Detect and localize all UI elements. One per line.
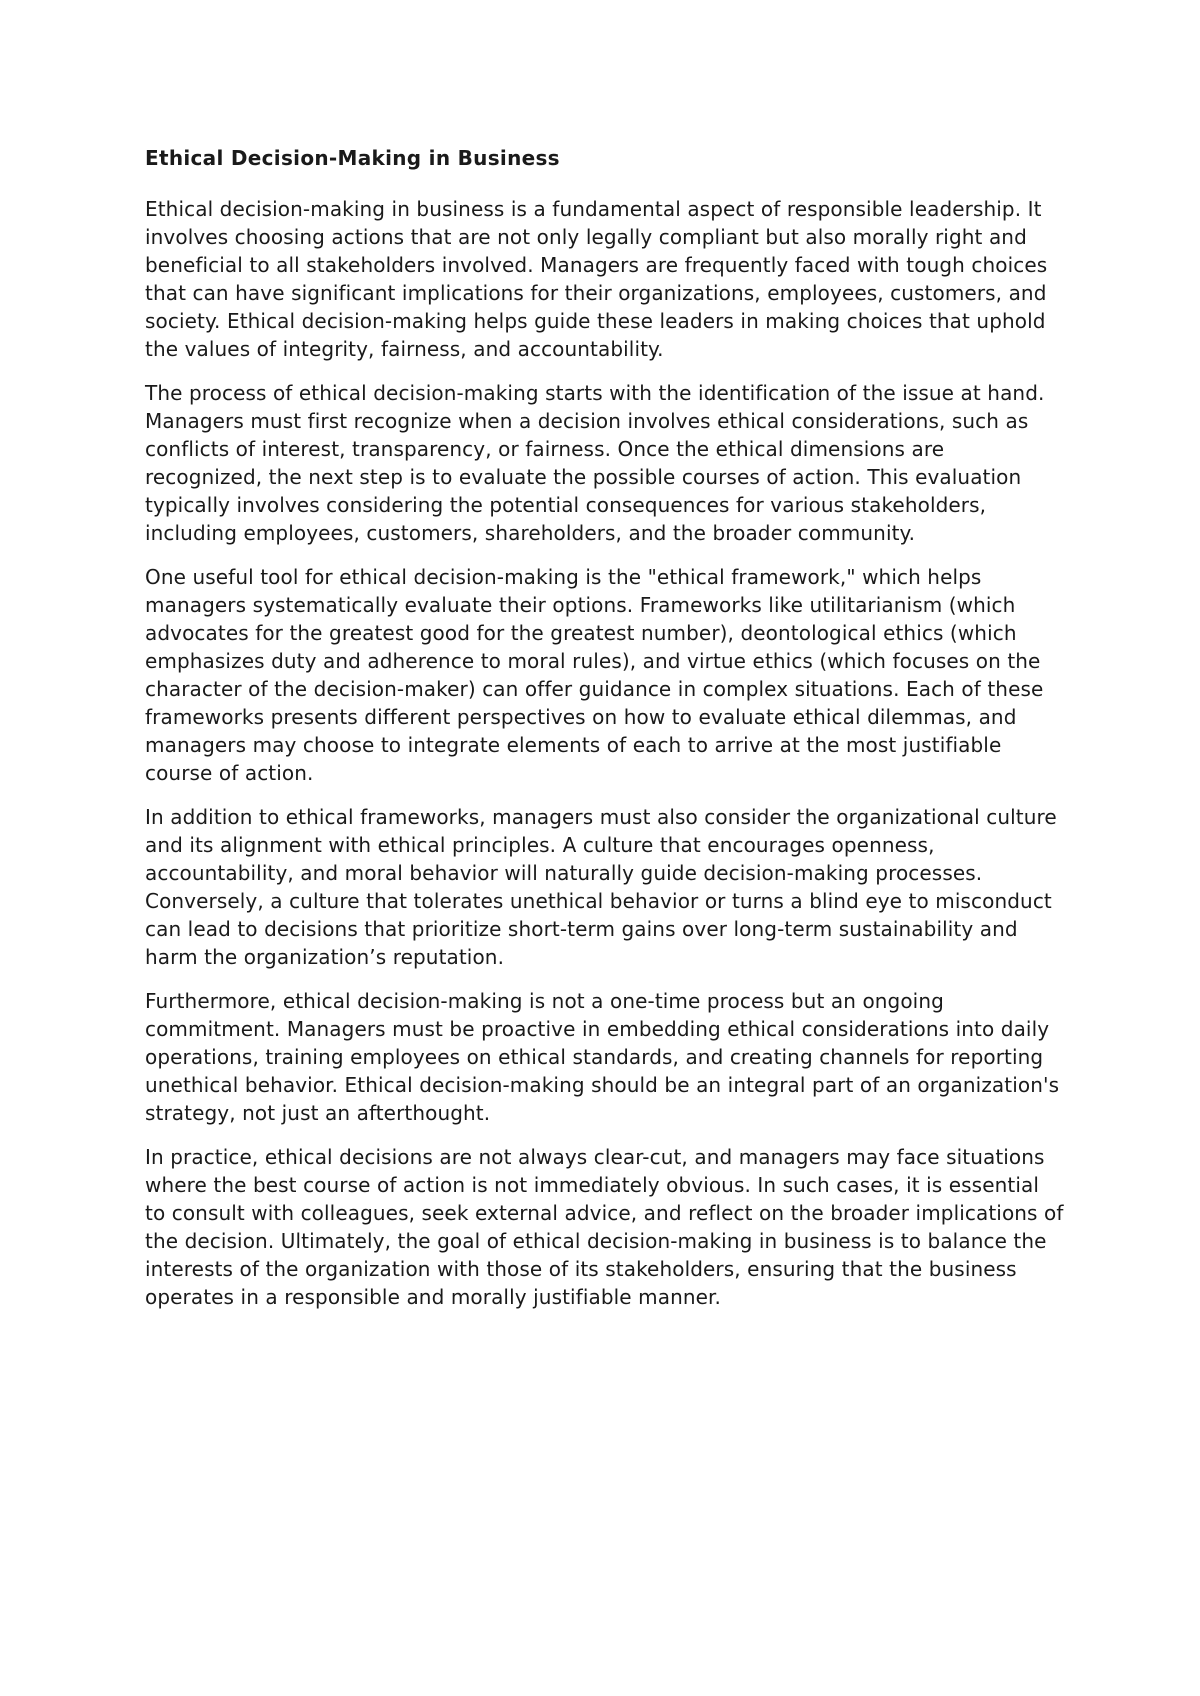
- document-page: [145, 140, 1065, 1327]
- paragraph: One useful tool for ethical decision-making is the "ethical framework," which helps managers systematically evaluate their options. Frameworks like utilitarianism (which advocates for the greatest good for the greatest number), deontological ethics (which emphasizes duty and adherence to moral rules), and virtue ethics (which focuses on the character of the decision-maker) can offer guidance in complex situations. Each of these frameworks presents different perspectives on how to evaluate ethical dilemmas, and managers may choose to integrate elements of each to arrive at the most justifiable course of action.: [145, 565, 1044, 785]
- paragraph: The process of ethical decision-making starts with the identification of the issue at hand. Managers must first recognize when a decision involves ethical considerations, such as conflicts of interest, transparency, or fairness. Once the ethical dimensions are recognized, the next step is to evaluate the possible courses of action. This evaluation typically involves considering the potential consequences for various stakeholders, including employees, customers, shareholders, and the broader community.: [145, 381, 1045, 545]
- paragraph: In addition to ethical frameworks, managers must also consider the organizational culture and its alignment with ethical principles. A culture that encourages openness, accountability, and moral behavior will naturally guide decision-making processes. Conversely, a culture that tolerates unethical behavior or turns a blind eye to misconduct can lead to decisions that prioritize short-term gains over long-term sustainability and harm the organization’s reputation.: [145, 805, 1057, 969]
- paragraph: Furthermore, ethical decision-making is not a one-time process but an ongoing commitment. Managers must be proactive in embedding ethical considerations into daily operations, training employees on ethical standards, and creating channels for reporting unethical behavior. Ethical decision-making should be an integral part of an organization's strategy, not just an afterthought.: [145, 989, 1060, 1125]
- document-title: Ethical Decision-Making in Business: [145, 146, 560, 170]
- paragraph: Ethical decision-making in business is a fundamental aspect of responsible leadership. It involves choosing actions that are not only legally compliant but also morally right and beneficial to all stakeholders involved. Managers are frequently faced with tough choices that can have significant implications for their organizations, employees, customers, and society. Ethical decision-making helps guide these leaders in making choices that uphold the values of integrity, fairness, and accountability.: [145, 197, 1048, 361]
- paragraph: In practice, ethical decisions are not always clear-cut, and managers may face situations where the best course of action is not immediately obvious. In such cases, it is essential to consult with colleagues, seek external advice, and reflect on the broader implications of the decision. Ultimately, the goal of ethical decision-making in business is to balance the interests of the organization with those of its stakeholders, ensuring that the business operates in a responsible and morally justifiable manner.: [145, 1145, 1064, 1309]
